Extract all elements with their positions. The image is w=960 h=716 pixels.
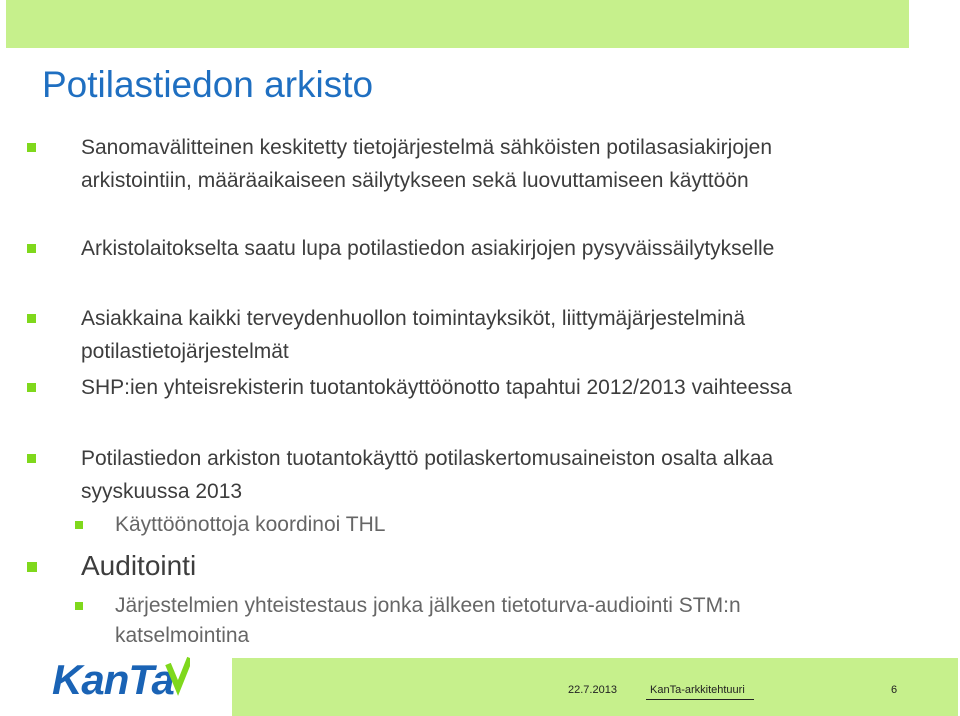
- top-accent-bar: [6, 0, 909, 48]
- footer-label: KanTa-arkkitehtuuri: [650, 684, 745, 696]
- sub-bullet-item: [115, 591, 875, 651]
- bullet-square-icon: [27, 383, 36, 392]
- bullet-square-icon: [75, 602, 83, 610]
- bullet-square-icon: [27, 244, 36, 253]
- sub-bullet-item: [115, 510, 875, 540]
- bullet-item: [81, 232, 881, 265]
- footer-divider: [646, 699, 754, 700]
- bullet-text: SHP:ien yhteisrekisterin tuotantokäyttöönotto tapahtui 2012/2013 vaihteessa: [81, 376, 792, 399]
- bullet-square-icon: [27, 143, 36, 152]
- bullet-text: Auditointi: [81, 550, 197, 581]
- bullet-item: [81, 371, 881, 404]
- bullet-item: [81, 549, 881, 583]
- bullet-text: Arkistolaitokselta saatu lupa potilastiedon asiakirjojen pysyväissäilytykselle: [81, 237, 775, 260]
- bullet-square-icon: [27, 454, 36, 463]
- footer-date: 22.7.2013: [568, 684, 617, 696]
- bullet-text: Käyttöönottoja koordinoi THL: [115, 513, 386, 536]
- bullet-text: Potilastiedon arkiston tuotantokäyttö potilaskertomusaineiston osalta alkaa syyskuussa 2013: [81, 447, 774, 503]
- kanta-logo: [50, 650, 190, 702]
- bullet-text: Sanomavälitteinen keskitetty tietojärjestelmä sähköisten potilasasiakirjojen arkistointiin, määräaikaiseen säilytykseen sekä luovuttamiseen käyttöön: [81, 136, 773, 192]
- bullet-item: [81, 302, 881, 368]
- bullet-text: Asiakkaina kaikki terveydenhuollon toimintayksiköt, liittymäjärjestelminä potilastietojärjestelmät: [81, 307, 746, 363]
- kanta-logo-text: KanTa: [52, 656, 174, 702]
- bullet-item: [81, 131, 881, 197]
- bullet-item: [81, 442, 881, 508]
- slide-title: Potilastiedon arkisto: [42, 64, 374, 105]
- bullet-square-icon: [27, 562, 37, 572]
- bullet-square-icon: [75, 521, 83, 529]
- bullet-square-icon: [27, 314, 36, 323]
- page-number: 6: [891, 684, 898, 696]
- bullet-text: Järjestelmien yhteistestaus jonka jälkeen tietoturva-audiointi STM:n katselmointina: [115, 594, 741, 647]
